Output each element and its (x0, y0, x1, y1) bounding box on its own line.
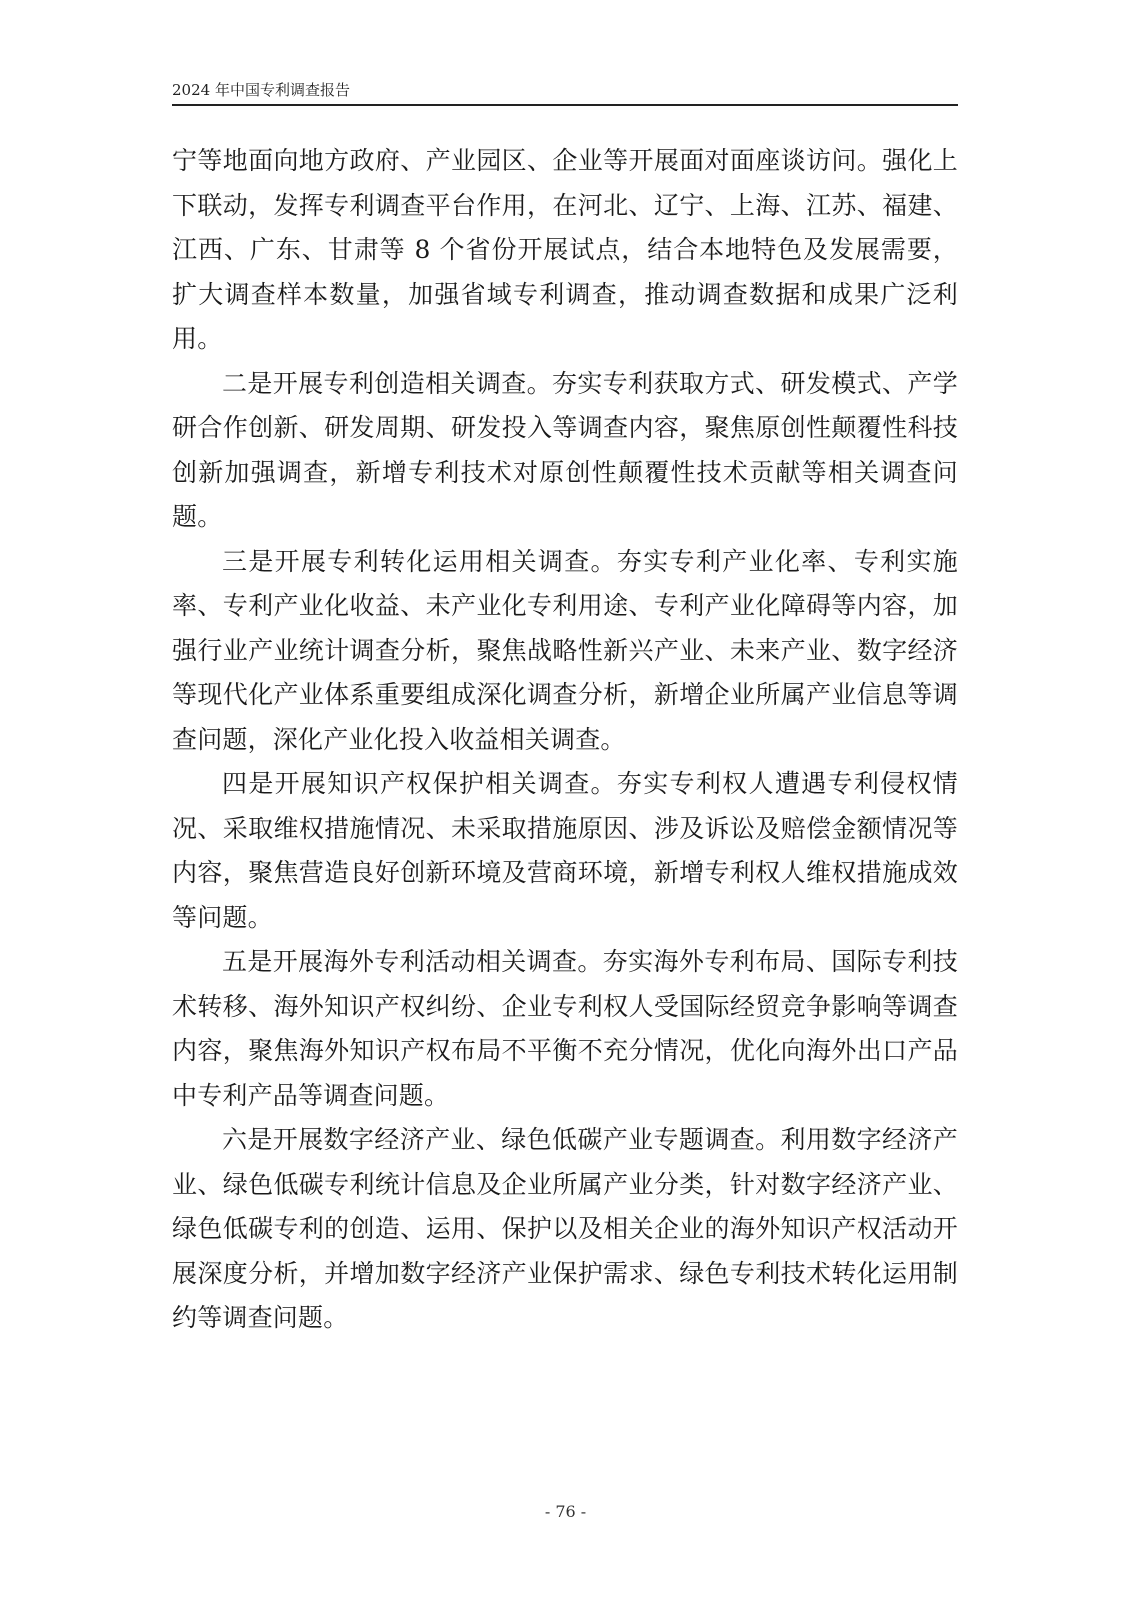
running-header (172, 78, 958, 106)
header-title: 2024 年中国专利调查报告 (172, 81, 350, 99)
paragraph-continuation: 宁等地面向地方政府、产业园区、企业等开展面对面座谈访问。强化上下联动，发挥专利调查平台作用，在河北、辽宁、上海、江苏、福建、江西、广东、甘肃等 8 个省份开展试点，结合本地特色及发展需要，扩大调查样本数量，加强省域专利调查，推动调查数据和成果广泛利用。 (172, 146, 958, 353)
paragraph-ip-protection: 四是开展知识产权保护相关调查。夯实专利权人遭遇专利侵权情况、采取维权措施情况、未采取措施原因、涉及诉讼及赔偿金额情况等内容，聚焦营造良好创新环境及营商环境，新增专利权人维权措施成效等问题。 (172, 769, 958, 932)
page-number: - 76 - (544, 1502, 587, 1521)
paragraph-digital-green-economy: 六是开展数字经济产业、绿色低碳产业专题调查。利用数字经济产业、绿色低碳专利统计信息及企业所属产业分类，针对数字经济产业、绿色低碳专利的创造、运用、保护以及相关企业的海外知识产权活动开展深度分析，并增加数字经济产业保护需求、绿色专利技术转化运用制约等调查问题。 (172, 1125, 958, 1332)
paragraph-overseas-patent: 五是开展海外专利活动相关调查。夯实海外专利布局、国际专利技术转移、海外知识产权纠纷、企业专利权人受国际经贸竞争影响等调查内容，聚焦海外知识产权布局不平衡不充分情况，优化向海外出口产品中专利产品等调查问题。 (172, 947, 958, 1110)
paragraph-patent-creation: 二是开展专利创造相关调查。夯实专利获取方式、研发模式、产学研合作创新、研发周期、研发投入等调查内容，聚焦原创性颠覆性科技创新加强调查，新增专利技术对原创性颠覆性技术贡献等相关调查问题。 (172, 368, 958, 531)
body-text (172, 139, 958, 1341)
paragraph-patent-transformation: 三是开展专利转化运用相关调查。夯实专利产业化率、专利实施率、专利产业化收益、未产业化专利用途、专利产业化障碍等内容，加强行业产业统计调查分析，聚焦战略性新兴产业、未来产业、数字经济等现代化产业体系重要组成深化调查分析，新增企业所属产业信息等调查问题，深化产业化投入收益相关调查。 (172, 546, 958, 754)
